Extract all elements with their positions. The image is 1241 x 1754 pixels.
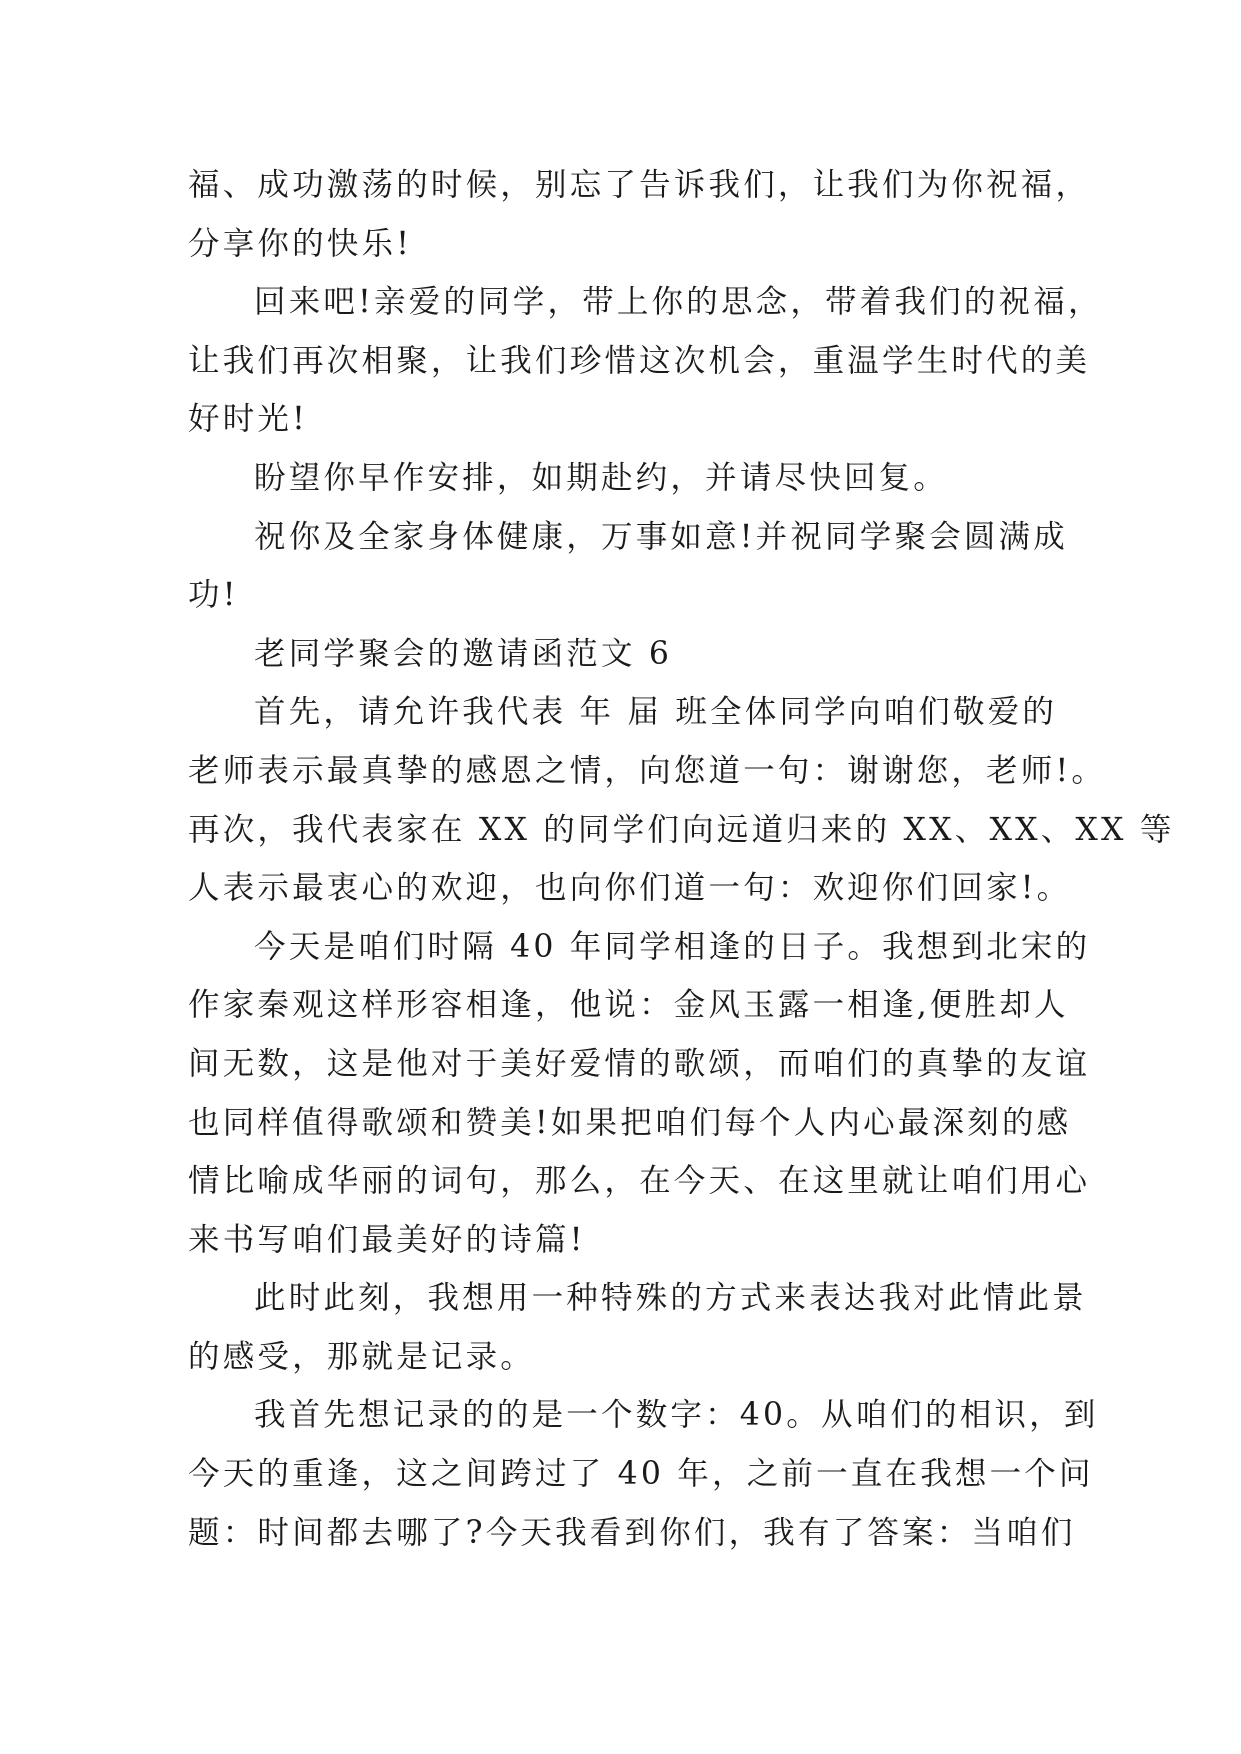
paragraph (188, 683, 1175, 917)
text-line: 首先，请允许我代表 年 届 班全体同学向咱们敬爱的 (254, 694, 1058, 731)
text-line: 分享你的快乐! (188, 225, 413, 262)
section-heading (188, 625, 1068, 684)
text-line: 再次，我代表家在 XX 的同学们向远道归来的 XX、XX、XX 等 (188, 811, 1175, 848)
text-line: 此时此刻，我想用一种特殊的方式来表达我对此情此景 (254, 1280, 1087, 1317)
text-line: 间无数，这是他对于美好爱情的歌颂，而咱们的真挚的友谊 (188, 1045, 1091, 1082)
text-line: 盼望你早作安排，如期赴约，并请尽快回复。 (254, 459, 949, 496)
text-line: 老师表示最真挚的感恩之情，向您道一句：谢谢您，老师!。 (188, 752, 1107, 789)
text-line: 今天的重逢，这之间跨过了 40 年，之前一直在我想一个问 (188, 1456, 1094, 1493)
text-line: 让我们再次相聚，让我们珍惜这次机会，重温学生时代的美 (188, 342, 1091, 379)
text-line: 今天是咱们时隔 40 年同学相逢的日子。我想到北宋的 (254, 928, 1091, 965)
paragraph (188, 918, 1091, 1270)
text-line: 功! (188, 577, 239, 614)
paragraph (188, 449, 1068, 508)
text-line: 人表示最衷心的欢迎，也向你们道一句：欢迎你们回家!。 (188, 870, 1072, 907)
text-line: 也同样值得歌颂和赞美!如果把咱们每个人内心最深刻的感 (188, 1104, 1072, 1141)
text-line: 的感受，那就是记录。 (188, 1338, 536, 1375)
paragraph (188, 273, 1103, 449)
paragraph (188, 156, 1091, 273)
text-line: 情比喻成华丽的词句，那么，在今天、在这里就让咱们用心 (188, 1163, 1091, 1200)
paragraph (188, 1386, 1099, 1562)
text-line: 作家秦观这样形容相逢，他说：金风玉露一相逢,便胜却人 (188, 987, 1069, 1024)
text-line: 回来吧!亲爱的同学，带上你的思念，带着我们的祝福， (254, 284, 1103, 321)
text-line: 好时光! (188, 401, 308, 438)
paragraph (188, 508, 1068, 625)
paragraph (188, 1269, 1087, 1386)
heading-text: 老同学聚会的邀请函范文 6 (254, 635, 673, 672)
text-line: 我首先想记录的的是一个数字：40。从咱们的相识，到 (254, 1397, 1099, 1434)
text-line: 祝你及全家身体健康，万事如意!并祝同学聚会圆满成 (254, 518, 1068, 555)
text-line: 来书写咱们最美好的诗篇! (188, 1221, 586, 1258)
document-body (188, 156, 1175, 1562)
text-line: 福、成功激荡的时候，别忘了告诉我们，让我们为你祝福， (188, 167, 1091, 203)
text-line: 题：时间都去哪了?今天我看到你们，我有了答案：当咱们 (188, 1514, 1076, 1551)
